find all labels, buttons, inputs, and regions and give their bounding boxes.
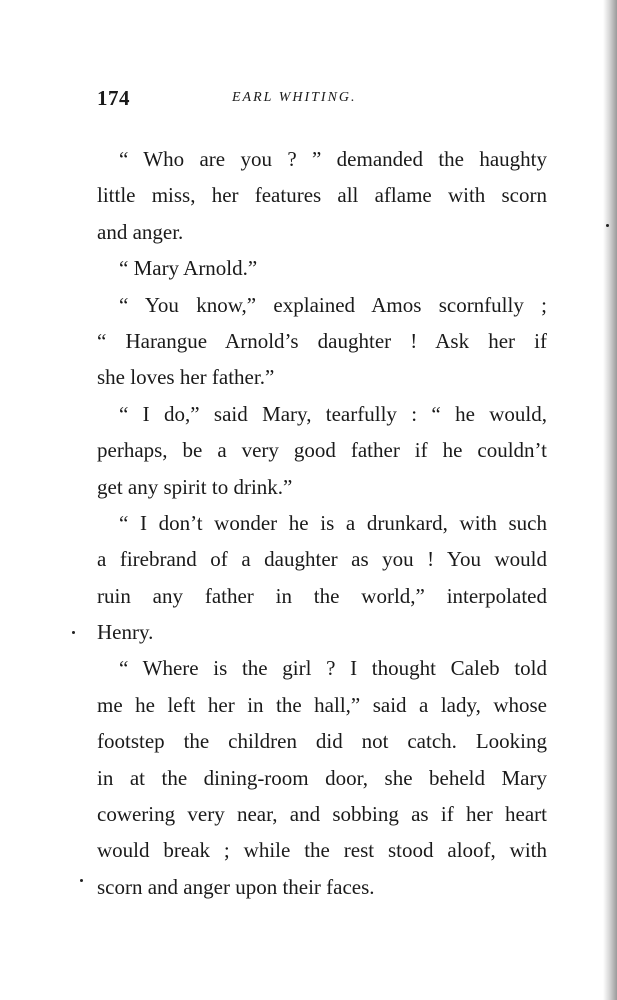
text-line: “ Mary Arnold.” xyxy=(119,256,258,281)
page-header xyxy=(97,86,547,116)
text-line: in at the dining-room door, she beheld Mary xyxy=(97,765,547,790)
text-line: cowering very near, and sobbing as if her heart xyxy=(97,802,547,827)
text-line: footstep the children did not catch. Looking xyxy=(97,729,547,754)
text-line: me he left her in the hall,” said a lady, whose xyxy=(97,692,547,717)
text-line: “ I don’t wonder he is a drunkard, with such xyxy=(119,510,547,535)
running-head: EARL WHITING. xyxy=(232,90,357,105)
text-line: ruin any father in the world,” interpolated xyxy=(97,583,547,608)
text-line: little miss, her features all aflame with scorn xyxy=(97,183,547,208)
text-line: and anger. xyxy=(97,219,184,244)
text-line: “ Where is the girl ? I thought Caleb told xyxy=(119,656,547,681)
text-line: “ Who are you ? ” demanded the haughty xyxy=(119,147,547,171)
print-speck xyxy=(606,224,609,227)
text-line: a firebrand of a daughter as you ! You would xyxy=(97,547,547,572)
text-line: “ I do,” said Mary, tearfully : “ he would, xyxy=(119,401,547,426)
text-line: Henry. xyxy=(97,620,154,645)
text-line: get any spirit to drink.” xyxy=(97,474,293,499)
body-text xyxy=(97,141,547,905)
text-line: “ You know,” explained Amos scornfully ; xyxy=(119,292,547,317)
text-line: scorn and anger upon their faces. xyxy=(97,874,375,899)
page-edge-shadow xyxy=(603,0,617,1000)
text-line: “ Harangue Arnold’s daughter ! Ask her if xyxy=(97,328,547,353)
print-speck xyxy=(80,879,83,882)
text-line: she loves her father.” xyxy=(97,365,275,390)
text-line: would break ; while the rest stood aloof, with xyxy=(97,838,547,863)
page-number: 174 xyxy=(97,86,130,110)
text-line: perhaps, be a very good father if he couldn’t xyxy=(97,438,547,463)
print-speck xyxy=(72,631,75,634)
